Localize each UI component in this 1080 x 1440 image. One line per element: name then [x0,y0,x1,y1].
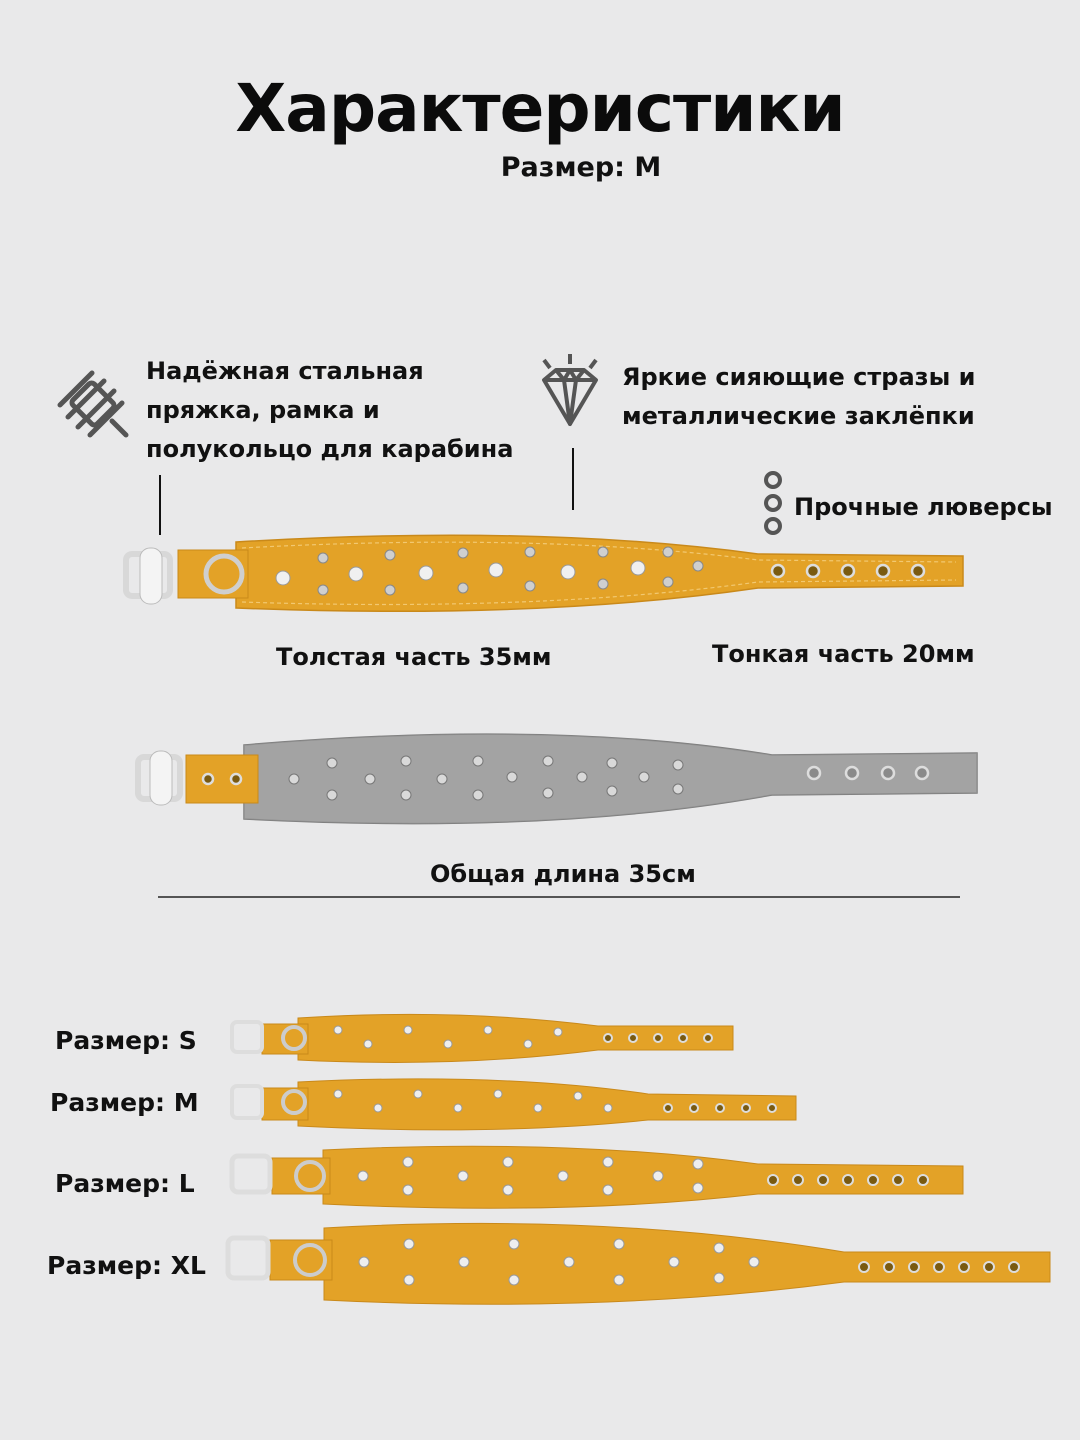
buckle-icon [52,365,132,445]
feature-line: полукольцо для карабина [146,435,514,463]
feature-buckle-text [146,352,513,469]
size-label-l: Размер: L [55,1169,195,1198]
feature-line: металлические заклёпки [622,402,975,430]
diamond-icon [530,352,610,434]
size-subtitle: Размер: М [500,152,662,183]
pointer-line [159,475,161,535]
caption-total-length: Общая длина 35см [430,860,696,888]
feature-grommet-text: Прочные люверсы [794,493,1053,521]
feature-line: Надёжная стальная [146,357,424,385]
size-label-m: Размер: M [50,1088,199,1117]
pointer-line [572,448,574,510]
feature-diamond-text [622,358,976,436]
feature-line: Яркие сияющие стразы и [622,363,976,391]
collar-front-image [118,528,968,618]
collar-back-image [132,725,982,835]
grommet-icon [760,470,786,536]
caption-thin: Тонкая часть 20мм [712,640,975,668]
caption-thick: Толстая часть 35мм [276,643,552,671]
feature-line: пряжка, рамка и [146,396,380,424]
collar-size-xl-image [224,1218,1054,1308]
size-label-s: Размер: S [55,1026,197,1055]
page-title: Характеристики [235,70,845,147]
collar-size-s-image [228,1010,738,1066]
size-label-xl: Размер: XL [47,1251,206,1280]
divider [158,896,960,898]
collar-size-l-image [228,1142,968,1210]
collar-size-m-image [228,1074,802,1132]
